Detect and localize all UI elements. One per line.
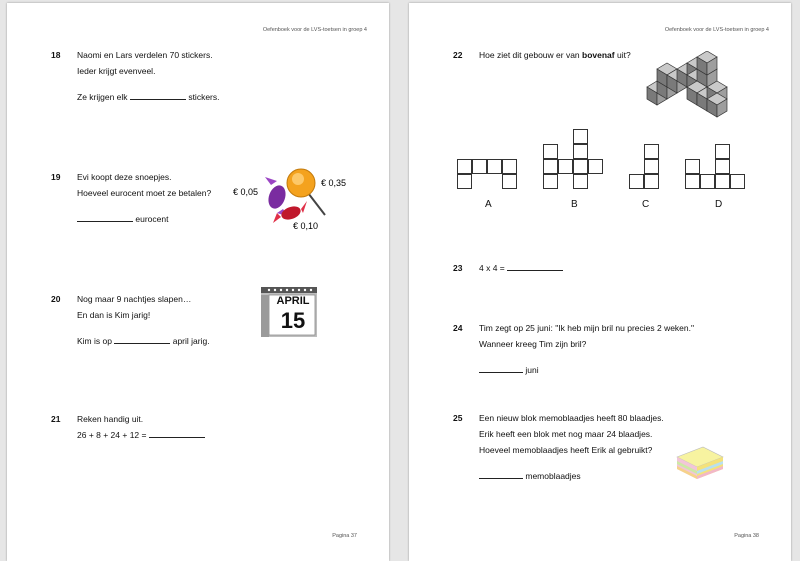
question-text: Erik heeft een blok met nog maar 24 blaadjes. (479, 429, 653, 439)
calendar-icon (259, 283, 319, 339)
emphasis-text: bovenaf (582, 50, 615, 60)
question-text: Evi koopt deze snoepjes. (77, 172, 172, 182)
answer-blank[interactable] (149, 428, 205, 438)
answer-suffix: eurocent (135, 214, 169, 224)
question-text: Nog maar 9 nachtjes slapen… (77, 294, 192, 304)
option-c-grid[interactable] (629, 144, 665, 195)
option-a-grid[interactable] (457, 159, 523, 195)
page-right (409, 3, 791, 561)
question-text: Wanneer kreeg Tim zijn bril? (479, 339, 587, 349)
question-number: 18 (51, 50, 61, 60)
answer-blank[interactable] (130, 90, 186, 100)
question-text: Een nieuw blok memoblaadjes heeft 80 blaadjes. (479, 413, 664, 423)
question-text: Ieder krijgt evenveel. (77, 66, 156, 76)
question-number: 21 (51, 414, 61, 424)
question-number: 24 (453, 323, 463, 333)
question-text: Tim zegt op 25 juni: "Ik heb mijn bril nu precies 2 weken." (479, 323, 695, 333)
question-number: 25 (453, 413, 463, 423)
calendar-day: 15 (280, 308, 306, 333)
answer-blank[interactable] (114, 334, 170, 344)
answer-suffix: juni (525, 365, 539, 375)
answer-suffix: april jarig. (172, 336, 210, 346)
question-text: En dan is Kim jarig! (77, 310, 151, 320)
answer-suffix: stickers. (188, 92, 220, 102)
question-text: Hoeveel memoblaadjes heeft Erik al gebruikt? (479, 445, 653, 455)
page-header: Oefenboek voor de LVS-toetsen in groep 4 (664, 27, 769, 33)
question-number: 20 (51, 294, 61, 304)
question-number: 23 (453, 263, 463, 273)
answer-blank[interactable] (507, 261, 563, 271)
answer-prefix: Ze krijgen elk (77, 92, 128, 102)
page-left (7, 3, 389, 561)
question-text: Reken handig uit. (77, 414, 144, 424)
price-label: € 0,35 (321, 178, 347, 188)
answer-prefix: Kim is op (77, 336, 112, 346)
option-b-grid[interactable] (543, 129, 609, 195)
question-text: Hoeveel eurocent moet ze betalen? (77, 188, 212, 198)
equation: 4 x 4 = (479, 263, 505, 273)
question-number: 19 (51, 172, 61, 182)
option-a-label[interactable]: A (485, 199, 492, 210)
question-text: Hoe ziet dit gebouw er van bovenaf uit? (479, 50, 631, 60)
option-d-label[interactable]: D (715, 199, 723, 210)
answer-blank[interactable] (479, 469, 523, 479)
page-number: Pagina 38 (734, 533, 759, 539)
option-c-label[interactable]: C (642, 199, 650, 210)
page-header: Oefenboek voor de LVS-toetsen in groep 4 (262, 27, 367, 33)
option-d-grid[interactable] (685, 144, 751, 195)
option-b-label[interactable]: B (571, 199, 578, 210)
equation: 26 + 8 + 24 + 12 = (77, 430, 147, 440)
candy-picture (231, 163, 359, 237)
cube-building-picture (645, 51, 735, 125)
question-number: 22 (453, 50, 463, 60)
calendar-month: APRIL (276, 295, 310, 307)
price-label: € 0,10 (293, 221, 319, 231)
answer-blank[interactable] (77, 212, 133, 222)
price-label: € 0,05 (233, 187, 259, 197)
question-text: Naomi en Lars verdelen 70 stickers. (77, 50, 213, 60)
answer-suffix: memoblaadjes (525, 471, 581, 481)
page-number: Pagina 37 (332, 533, 357, 539)
answer-blank[interactable] (479, 363, 523, 373)
memo-pad-icon (673, 443, 725, 483)
